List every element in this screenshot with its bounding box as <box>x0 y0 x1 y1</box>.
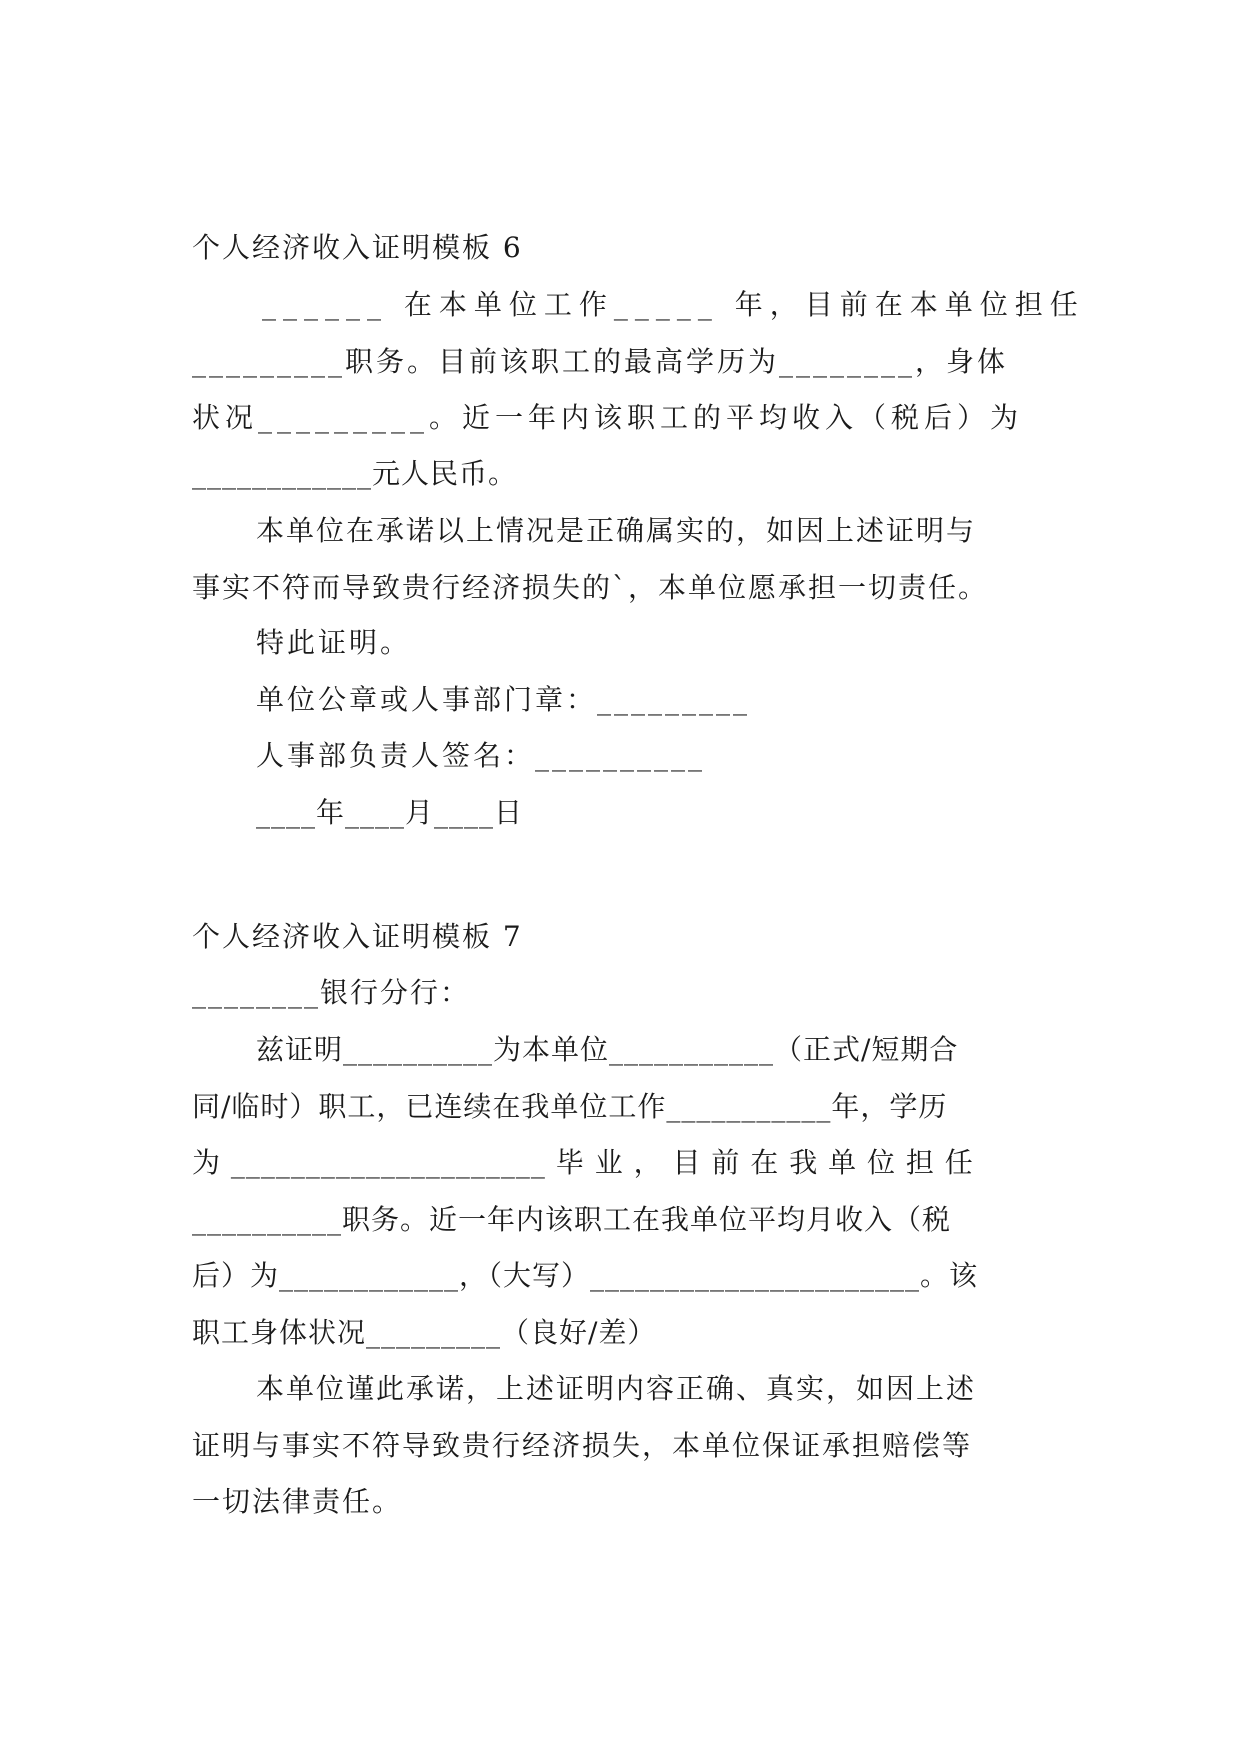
template6-closing: 特此证明。 <box>256 626 412 659</box>
template6-paragraph2-line2: 事实不符而导致贵行经济损失的`，本单位愿承担一切责任。 <box>192 571 989 604</box>
template7-paragraph2-line3: 一切法律责任。 <box>192 1485 403 1518</box>
template7-paragraph1-line1: 兹证明__________为本单位___________（正式/短期合 <box>256 1033 959 1066</box>
template6-title: 个人经济收入证明模板 6 <box>192 231 523 264</box>
template7-paragraph2-line2: 证明与事实不符导致贵行经济损失，本单位保证承担赔偿等 <box>192 1429 973 1462</box>
template7-paragraph1-line6: 职工身体状况_________（良好/差） <box>192 1316 657 1349</box>
template7-title: 个人经济收入证明模板 7 <box>192 920 523 953</box>
template6-date-line: ____年____月____日 <box>256 796 524 829</box>
template6-paragraph2-line1: 本单位在承诺以上情况是正确属实的，如因上述证明与 <box>256 514 977 547</box>
template7-paragraph1-line3: 为 _____________________ 毕 业 ， 目 前 在 我 单 位 担 任 <box>192 1146 974 1179</box>
template6-paragraph1-line1: ______ 在本单位工作_____ 年，目前在本单位担任 <box>262 288 1085 321</box>
template6-paragraph1-line4: ____________元人民币。 <box>192 457 518 490</box>
template7-paragraph1-line5: 后）为____________，（大写）______________________。该 <box>192 1259 979 1292</box>
template6-paragraph1-line3: 状况_________。近一年内该职工的平均收入（税后）为 <box>192 401 1024 434</box>
template6-paragraph1-line2: _________职务。目前该职工的最高学历为________，身体 <box>192 345 1009 378</box>
template7-paragraph1-line4: __________职务。近一年内该职工在我单位平均月收入（税 <box>192 1203 952 1236</box>
template7-paragraph1-line2: 同/临时）职工，已连续在我单位工作___________年，学历 <box>192 1090 948 1123</box>
template6-signature-line: 人事部负责人签名：__________ <box>256 739 706 772</box>
template6-seal-line: 单位公章或人事部门章：_________ <box>256 683 751 716</box>
template7-paragraph2-line1: 本单位谨此承诺，上述证明内容正确、真实，如因上述 <box>256 1372 977 1405</box>
template7-salutation: ________银行分行： <box>192 976 471 1009</box>
